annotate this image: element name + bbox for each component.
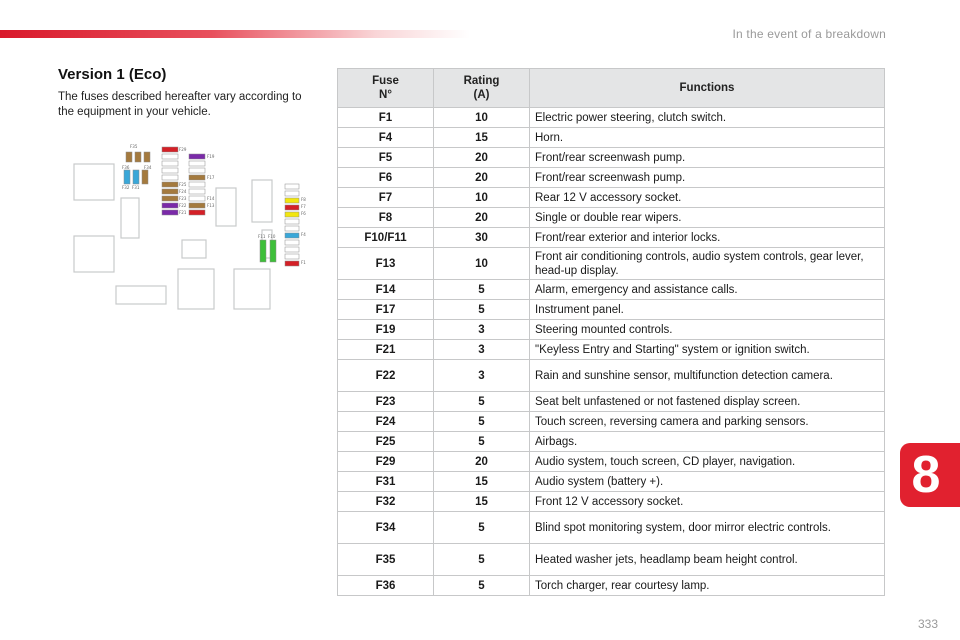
rating-cell: 3 — [434, 320, 530, 340]
function-cell: Alarm, emergency and assistance calls. — [530, 280, 885, 300]
relay-block — [116, 286, 166, 304]
fuse-label: F25 — [179, 182, 187, 187]
function-cell: Torch charger, rear courtesy lamp. — [530, 576, 885, 596]
fuse-label: F6 — [301, 211, 306, 216]
fuse-number-cell: F29 — [338, 452, 434, 472]
function-cell: Airbags. — [530, 432, 885, 452]
fuse-number-cell: F14 — [338, 280, 434, 300]
rating-cell: 3 — [434, 340, 530, 360]
function-cell: Steering mounted controls. — [530, 320, 885, 340]
fuse-slot — [285, 198, 299, 203]
table-row — [338, 228, 885, 248]
fuse-slot — [189, 154, 205, 159]
fuse-label: F32 — [122, 185, 130, 190]
function-cell: Rear 12 V accessory socket. — [530, 188, 885, 208]
fuse-slot — [162, 168, 178, 173]
rating-cell: 15 — [434, 128, 530, 148]
fuse-label: F4 — [301, 232, 306, 237]
rating-cell: 5 — [434, 432, 530, 452]
fuse-slot — [144, 152, 150, 162]
fuse-slot — [189, 182, 205, 187]
fuse-number-header: Fuse N° — [338, 69, 434, 108]
fuse-slot — [162, 175, 178, 180]
fuse-label: F1 — [301, 260, 306, 265]
function-cell: Horn. — [530, 128, 885, 148]
rating-cell: 20 — [434, 452, 530, 472]
relay-block — [121, 198, 139, 238]
rating-cell: 10 — [434, 188, 530, 208]
table-row — [338, 452, 885, 472]
function-cell: Seat belt unfastened or not fastened display screen. — [530, 392, 885, 412]
page-number: 333 — [917, 617, 938, 631]
fuse-number-cell: F35 — [338, 544, 434, 576]
fuse-label: F11 — [258, 234, 266, 239]
fuse-label: F24 — [179, 189, 187, 194]
function-cell: Instrument panel. — [530, 300, 885, 320]
section-title: In the event of a breakdown — [732, 27, 886, 41]
rating-cell: 15 — [434, 492, 530, 512]
function-cell: Electric power steering, clutch switch. — [530, 108, 885, 128]
function-cell: Blind spot monitoring system, door mirror electric controls. — [530, 512, 885, 544]
table-row — [338, 576, 885, 596]
function-cell: Rain and sunshine sensor, multifunction detection camera. — [530, 360, 885, 392]
functions-header: Functions — [530, 69, 885, 108]
table-row — [338, 472, 885, 492]
fuse-number-cell: F1 — [338, 108, 434, 128]
fuse-slot — [189, 161, 205, 166]
table-header-row — [338, 69, 885, 108]
fuse-slot — [270, 240, 276, 262]
table-row — [338, 360, 885, 392]
rating-cell: 20 — [434, 208, 530, 228]
fuse-label: F8 — [301, 197, 306, 202]
relay-block — [216, 188, 236, 226]
fuse-slot — [189, 175, 205, 180]
relay-block — [178, 269, 214, 309]
fuse-slot — [285, 226, 299, 231]
intro-text: The fuses described hereafter vary according to the equipment in your vehicle. — [58, 91, 302, 118]
table-row — [338, 208, 885, 228]
fuse-label: F29 — [179, 147, 187, 152]
rating-cell: 5 — [434, 300, 530, 320]
fuse-slot — [285, 191, 299, 196]
fuse-number-cell: F8 — [338, 208, 434, 228]
rating-cell: 3 — [434, 360, 530, 392]
fuse-number-cell: F4 — [338, 128, 434, 148]
fuse-slot — [135, 152, 141, 162]
fuse-label: F34 — [144, 165, 152, 170]
fuse-slot — [162, 210, 178, 215]
table-row — [338, 280, 885, 300]
fuse-label: F10 — [268, 234, 276, 239]
rating-cell: 5 — [434, 412, 530, 432]
fuse-label: F19 — [207, 154, 215, 159]
fuse-slot — [260, 240, 266, 262]
fuse-number-cell: F32 — [338, 492, 434, 512]
fuse-slot — [285, 247, 299, 252]
function-cell: Audio system (battery +). — [530, 472, 885, 492]
fuse-number-cell: F17 — [338, 300, 434, 320]
chapter-tab: 8 — [900, 443, 960, 507]
fuse-table — [337, 68, 885, 596]
fuse-slot — [189, 168, 205, 173]
relay-block — [252, 180, 272, 222]
rating-cell: 10 — [434, 248, 530, 280]
fuse-slot — [162, 154, 178, 159]
relay-block — [234, 269, 270, 309]
fuse-number-cell: F7 — [338, 188, 434, 208]
fuse-slot — [285, 219, 299, 224]
fuse-label: F17 — [207, 175, 215, 180]
rating-cell: 5 — [434, 392, 530, 412]
table-row — [338, 300, 885, 320]
fuse-box-diagram — [64, 140, 316, 315]
version-title: Version 1 (Eco) — [58, 66, 167, 83]
fuse-label: F23 — [179, 196, 187, 201]
relay-block — [182, 240, 206, 258]
fuse-number-cell: F34 — [338, 512, 434, 544]
fuse-number-cell: F13 — [338, 248, 434, 280]
rating-cell: 5 — [434, 576, 530, 596]
rating-header: Rating (A) — [434, 69, 530, 108]
fuse-slot — [285, 212, 299, 217]
fuse-slot — [162, 147, 178, 152]
table-row — [338, 168, 885, 188]
function-cell: Front/rear screenwash pump. — [530, 168, 885, 188]
fuse-slot — [285, 184, 299, 189]
fuse-number-cell: F10/F11 — [338, 228, 434, 248]
function-cell: Front/rear exterior and interior locks. — [530, 228, 885, 248]
fuse-number-cell: F36 — [338, 576, 434, 596]
rating-cell: 20 — [434, 168, 530, 188]
fuse-slot — [133, 170, 139, 184]
fuse-slot — [162, 203, 178, 208]
function-cell: Single or double rear wipers. — [530, 208, 885, 228]
fuse-slot — [142, 170, 148, 184]
function-cell: Front air conditioning controls, audio system controls, gear lever, head-up display. — [530, 248, 885, 280]
table-row — [338, 412, 885, 432]
rating-cell: 5 — [434, 544, 530, 576]
fuse-label: F35 — [130, 144, 138, 149]
fuse-number-cell: F21 — [338, 340, 434, 360]
fuse-slot — [162, 189, 178, 194]
fuse-slot — [189, 189, 205, 194]
fuse-label: F7 — [301, 204, 306, 209]
fuse-slot — [189, 196, 205, 201]
function-cell: Touch screen, reversing camera and parking sensors. — [530, 412, 885, 432]
fuse-slot — [124, 170, 130, 184]
fuse-label: F21 — [179, 210, 187, 215]
rating-cell: 5 — [434, 280, 530, 300]
fuse-number-cell: F19 — [338, 320, 434, 340]
fuse-label: F13 — [207, 203, 215, 208]
rating-cell: 15 — [434, 472, 530, 492]
fuse-slot — [285, 240, 299, 245]
fuse-label: F36 — [122, 165, 130, 170]
fuse-slot — [162, 196, 178, 201]
table-row — [338, 248, 885, 280]
rating-cell: 30 — [434, 228, 530, 248]
table-row — [338, 432, 885, 452]
rating-cell: 20 — [434, 148, 530, 168]
function-cell: Front/rear screenwash pump. — [530, 148, 885, 168]
fuse-slot — [285, 261, 299, 266]
fuse-slot — [162, 161, 178, 166]
rating-cell: 10 — [434, 108, 530, 128]
table-row — [338, 392, 885, 412]
fuse-slot — [162, 182, 178, 187]
fuse-number-cell: F24 — [338, 412, 434, 432]
function-cell: Audio system, touch screen, CD player, navigation. — [530, 452, 885, 472]
fuse-number-cell: F5 — [338, 148, 434, 168]
fuse-number-cell: F31 — [338, 472, 434, 492]
rating-cell: 5 — [434, 512, 530, 544]
fuse-label: F14 — [207, 196, 215, 201]
table-row — [338, 492, 885, 512]
table-row — [338, 148, 885, 168]
relay-block — [74, 164, 114, 200]
fuse-slot — [189, 210, 205, 215]
table-row — [338, 320, 885, 340]
function-cell: Heated washer jets, headlamp beam height control. — [530, 544, 885, 576]
fuse-number-cell: F22 — [338, 360, 434, 392]
table-row — [338, 512, 885, 544]
fuse-label: F31 — [132, 185, 140, 190]
fuse-number-cell: F25 — [338, 432, 434, 452]
table-row — [338, 128, 885, 148]
function-cell: "Keyless Entry and Starting" system or ignition switch. — [530, 340, 885, 360]
table-row — [338, 108, 885, 128]
table-row — [338, 544, 885, 576]
function-cell: Front 12 V accessory socket. — [530, 492, 885, 512]
fuse-slot — [285, 205, 299, 210]
fuse-slot — [285, 254, 299, 259]
chapter-color-bar — [0, 30, 470, 38]
table-row — [338, 188, 885, 208]
fuse-number-cell: F23 — [338, 392, 434, 412]
fuse-number-cell: F6 — [338, 168, 434, 188]
table-row — [338, 340, 885, 360]
fuse-slot — [126, 152, 132, 162]
fuse-slot — [285, 233, 299, 238]
relay-block — [74, 236, 114, 272]
fuse-label: F22 — [179, 203, 187, 208]
fuse-slot — [189, 203, 205, 208]
